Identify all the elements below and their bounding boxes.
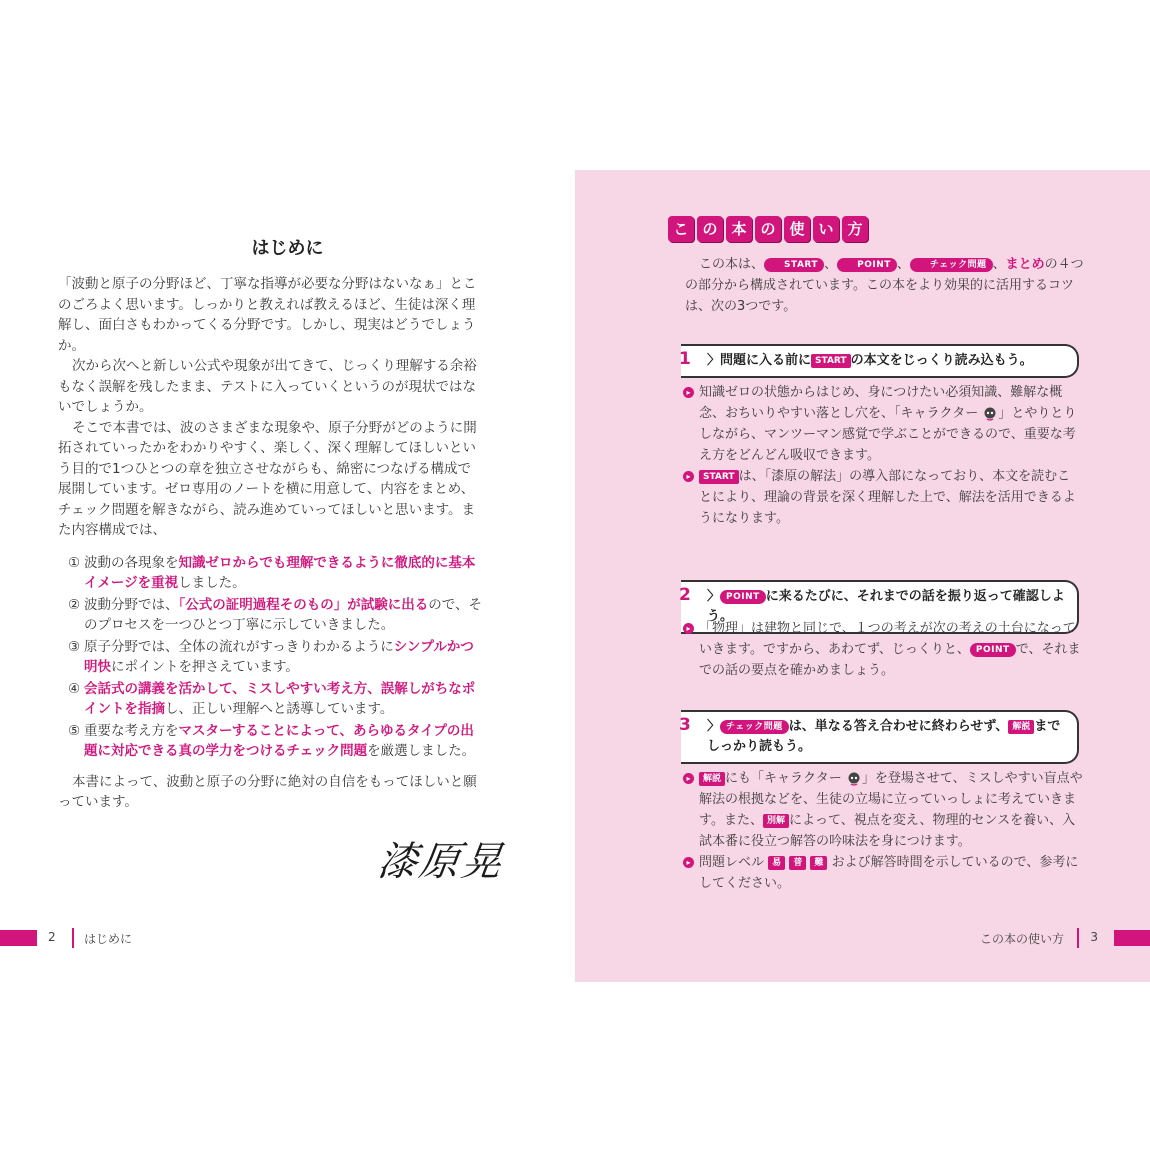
bullet-icon: ▸ [683,471,694,482]
section-heading-3: 3 〉 チェック問題 は、単なる答え合わせに終わらせず、 解説 までしっかり読もう。 [681,710,1079,764]
bullet-item: ▸ 「物理」は建物と同じで、１つの考えが次の考えの土台になっていきます。ですから、あわてず、じっくりと、 POINT で、それまでの話の要点を確かめましょう。 [683,618,1083,681]
footer-label: はじめに [84,932,133,946]
title-char: 方 [842,216,868,242]
bullet-icon: ▸ [683,387,694,398]
matome-label: まとめ [1005,257,1045,272]
footer-divider [1077,928,1079,948]
point-tag: POINT [837,258,897,272]
intro-paragraph: この本は、 START 、 POINT 、 チェック問題 、まとめの４つの部分から構成されています。この本をより効果的に活用するコツは、次の3つです。 [685,257,1084,314]
page-number: 2 [48,930,56,944]
level-tag: 普 [789,856,806,870]
title-char: の [755,216,781,242]
enum-item: ③ 原子分野では、全体の流れがすっきりわかるようにシンプルかつ明快にポイントを押さえています。 [68,638,474,675]
bullet-item: ▸ 解説 にも「キャラクター 」を登場させて、ミスしやすい盲点や解法の根拠などを、生徒の立場に立っていっしょに考えていきます。また、 別解 によって、視点を変え、物理的センスを養い、入試本番に役立つ解答の吟味法を身につけます。 [683,768,1083,852]
character-icon [982,406,998,422]
enum-list [58,553,482,762]
left-body-text [58,274,482,813]
enum-item: ⑤ 重要な考え方をマスターすることによって、あらゆるタイプの出題に対応できる真の学力をつけるチェック問題を厳選しました。 [68,722,476,759]
highlight-text: 知識ゼロからでも理解できるように徹底的に基本イメージを重視 [84,554,476,591]
highlight-text: マスターすることによって、あらゆるタイプの出題に対応できる真の学力をつけるチェック問題 [84,722,474,759]
section-title [668,216,868,242]
enum-item: ④ 会話式の講義を活かして、ミスしやすい考え方、誤解しがちなポイントを指摘し、正しい理解へと誘導しています。 [68,680,476,717]
point-tag: POINT [720,590,766,604]
footer-accent-bar [0,930,37,946]
highlight-text: 会話式の講義を活かして、ミスしやすい考え方、誤解しがちなポイントを指摘 [84,680,476,717]
page-number: 3 [1090,930,1098,944]
footer-label: この本の使い方 [979,932,1064,946]
footer [575,928,1150,948]
author-signature: 漆原晃 [374,839,507,885]
alt-solution-tag: 別解 [763,814,789,828]
section-heading-2: 2 〉 POINT に来るたびに、それまでの話を振り返って確認しよう。 [681,580,1079,634]
point-tag: POINT [970,643,1016,657]
title-char: 使 [784,216,810,242]
check-tag: チェック問題 [910,258,993,272]
paragraph: そこで本書では、波のさまざまな現象や、原子分野がどのように開拓されていったかをわかりやすく、楽しく、深く理解してほしいという目的で1つひとつの章を独立させながらも、綿密につなげる構成で展開しています。ゼロ専用のノートを横に用意して、内容をまとめ、チェック問題を解きながら、読み進めていってほしいと思います。また内容構成では、 [58,419,477,538]
bullet-item: ▸ 問題レベル 易 普 難 および解答時間を示しているので、参考にしてください。 [683,852,1083,894]
paragraph: 「波動と原子の分野ほど、丁寧な指導が必要な分野はないなぁ」とこのごろよく思います。しっかりと教えれば教えるほど、生徒は深く理解し、面白さもわかってくる分野です。しかし、現実はどうでしょうか。 [58,276,477,354]
enum-item: ② 波動分野では、「公式の証明過程そのもの」が試験に出るので、そのプロセスを一つひとつ丁寧に示していきました。 [68,596,482,633]
bullet-icon: ▸ [683,857,694,868]
check-tag: チェック問題 [720,720,789,734]
closing-paragraph: 本書によって、波動と原子の分野に絶対の自信をもってほしいと願っています。 [58,773,477,810]
page-title: はじめに [251,238,324,259]
footer-divider [72,928,74,948]
left-page [0,170,575,982]
character-icon [846,771,862,787]
enum-item: ① 波動の各現象を知識ゼロからでも理解できるように徹底的に基本イメージを重視しました。 [68,554,476,591]
title-char: こ [668,216,694,242]
right-page [575,170,1150,982]
section-2-bullets [683,618,1083,681]
highlight-text: 「公式の証明過程そのもの」が試験に出る [178,596,429,613]
bullet-icon: ▸ [683,773,694,784]
highlight-text: シンプルかつ明快 [84,638,474,675]
section-3-bullets [683,768,1083,894]
bullet-item: ▸ START は、「漆原の解法」の導入部になっており、本文を読むことにより、理論の背景を深く理解した上で、解法を活用できるようになります。 [683,466,1083,529]
start-tag: START [811,354,851,368]
section-heading-1: 1 〉問題に入る前に START の本文をじっくり読み込もう。 [681,344,1079,378]
explanation-tag: 解説 [699,772,725,786]
paragraph: 次から次へと新しい公式や現象が出てきて、じっくり理解する余裕もなく誤解を残したまま、テストに入っていくというのが現状ではないでしょうか。 [58,358,477,415]
level-tag: 易 [768,856,785,870]
explanation-tag: 解説 [1008,720,1034,734]
title-char: の [697,216,723,242]
bullet-item: ▸ 知識ゼロの状態からはじめ、身につけたい必須知識、難解な概念、おちいりやすい落とし穴を、「キャラクター 」とやりとりしながら、マンツーマン感覚で学ぶことができるので、重要な考え方をどんどん吸収できます。 [683,382,1083,466]
bullet-icon: ▸ [683,623,694,634]
start-tag: START [699,470,739,484]
footer-accent-bar [1114,930,1150,946]
start-tag: START [764,258,824,272]
footer [0,928,575,948]
title-char: い [813,216,839,242]
title-char: 本 [726,216,752,242]
level-tag: 難 [810,856,827,870]
section-1-bullets [683,382,1083,529]
